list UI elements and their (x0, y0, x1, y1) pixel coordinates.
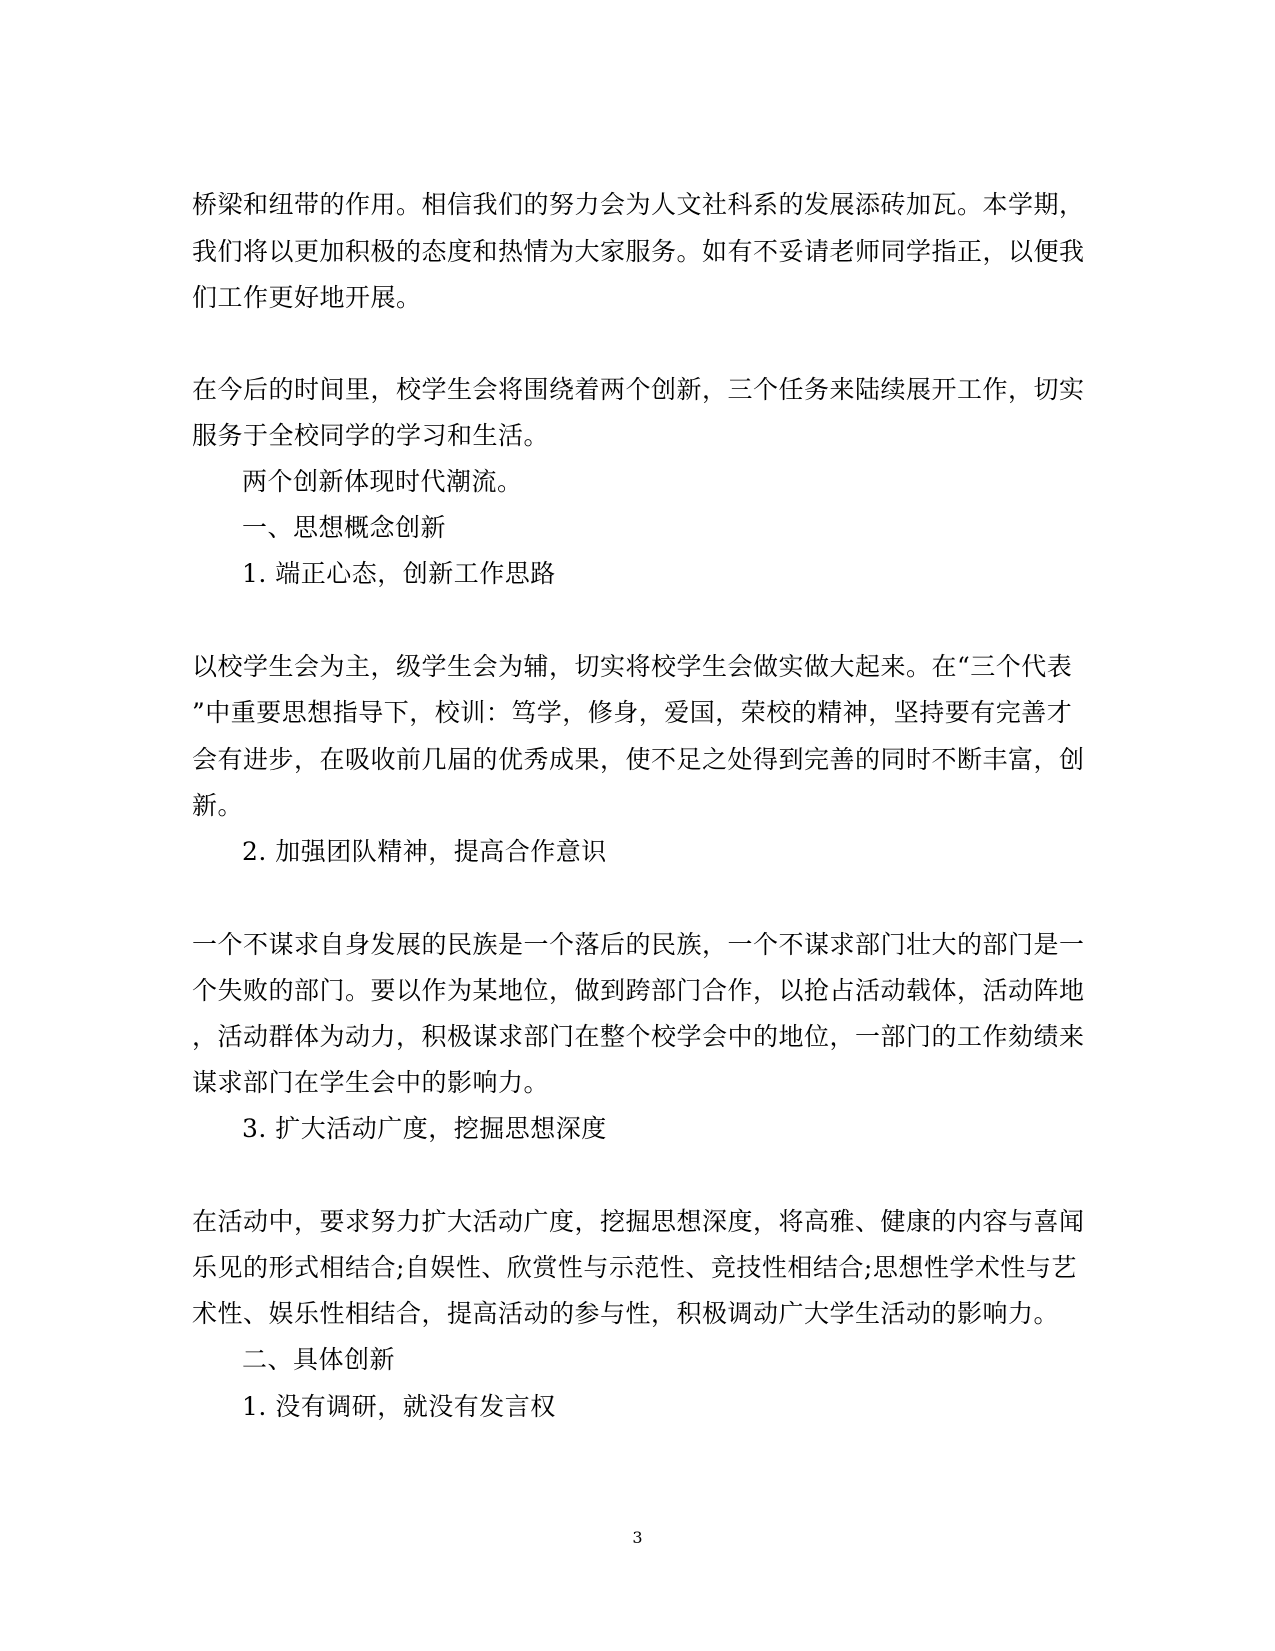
section-heading-2: 二、具体创新 (242, 1345, 396, 1374)
paragraph-5-line-3: 术性、娱乐性相结合，提高活动的参与性，积极调动广大学生活动的影响力。 (192, 1299, 1060, 1328)
paragraph-2-line-2: 服务于全校同学的学习和生活。 (192, 421, 550, 450)
subheading-2-1: 1. 没有调研，就没有发言权 (242, 1392, 556, 1421)
paragraph-5-line-2: 乐见的形式相结合;自娱性、欣赏性与示范性、竞技性相结合;思想性学术性与艺 (192, 1253, 1077, 1282)
paragraph-1-line-3: 们工作更好地开展。 (192, 283, 422, 312)
paragraph-3-line-4: 新。 (192, 791, 244, 820)
page-number: 3 (632, 1528, 643, 1547)
paragraph-1-line-1: 桥梁和纽带的作用。相信我们的努力会为人文社科系的发展添砖加瓦。本学期， (192, 190, 1085, 219)
paragraph-4-line-4: 谋求部门在学生会中的影响力。 (192, 1068, 550, 1097)
paragraph-1-line-2: 我们将以更加积极的态度和热情为大家服务。如有不妥请老师同学指正，以便我 (192, 237, 1085, 266)
paragraph-4-line-2: 个失败的部门。要以作为某地位，做到跨部门合作，以抢占活动载体，活动阵地 (192, 976, 1085, 1005)
section-intro: 两个创新体现时代潮流。 (242, 467, 523, 496)
section-heading-1: 一、思想概念创新 (242, 513, 447, 542)
paragraph-4-line-3: ，活动群体为动力，积极谋求部门在整个校学会中的地位，一部门的工作劾绩来 (192, 1022, 1085, 1051)
paragraph-3-line-2: ”中重要思想指导下，校训：笃学，修身，爱国，荣校的精神，坚持要有完善才 (192, 698, 1073, 727)
paragraph-5-line-1: 在活动中，要求努力扩大活动广度，挖掘思想深度，将高雅、健康的内容与喜闻 (192, 1207, 1085, 1236)
paragraph-4-line-1: 一个不谋求自身发展的民族是一个落后的民族，一个不谋求部门壮大的部门是一 (192, 930, 1085, 959)
paragraph-3-line-1: 以校学生会为主，级学生会为辅，切实将校学生会做实做大起来。在“三个代表 (192, 652, 1073, 681)
subheading-1-2: 2. 加强团队精神，提高合作意识 (242, 837, 607, 866)
subheading-1-1: 1. 端正心态，创新工作思路 (242, 559, 556, 588)
paragraph-3-line-3: 会有进步，在吸收前几届的优秀成果，使不足之处得到完善的同时不断丰富，创 (192, 745, 1085, 774)
subheading-1-3: 3. 扩大活动广度，挖掘思想深度 (242, 1114, 607, 1143)
paragraph-2-line-1: 在今后的时间里，校学生会将围绕着两个创新，三个任务来陆续展开工作，切实 (192, 375, 1085, 404)
